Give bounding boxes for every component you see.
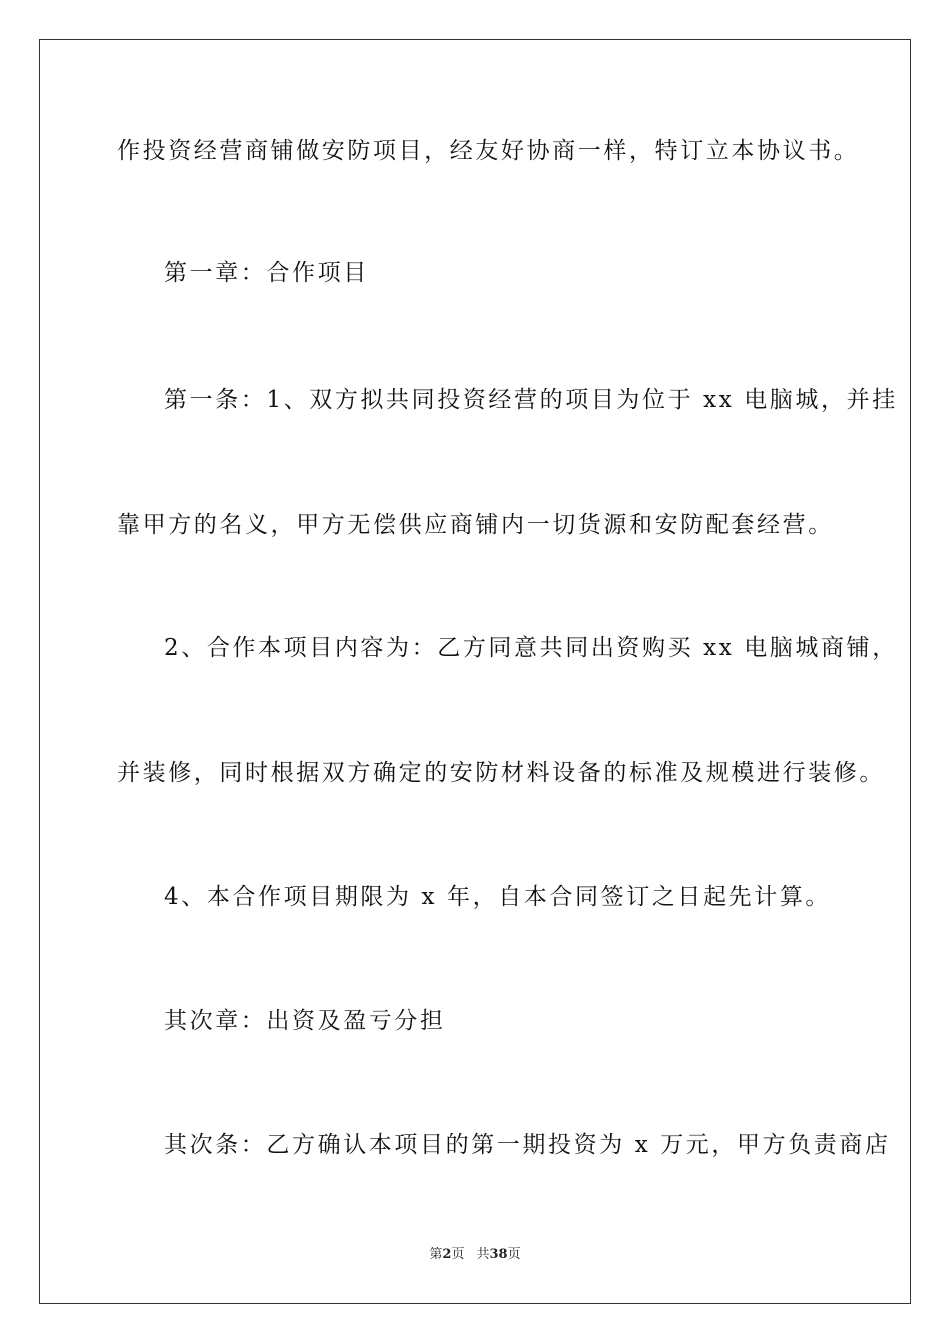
paragraph-line-7: 4、本合作项目期限为 x 年，自本合同签订之日起先计算。 [164,884,832,910]
paragraph-line-6: 并装修，同时根据双方确定的安防材料设备的标准及规模进行装修。 [117,760,885,786]
page-footer [0,1247,950,1263]
footer-total-pages: 38 [489,1247,508,1262]
chapter-heading-2: 其次章：出资及盈亏分担 [164,1008,446,1034]
paragraph-line-1: 作投资经营商铺做安防项目，经友好协商一样，特订立本协议书。 [117,138,860,164]
paragraph-line-3: 第一条：1、双方拟共同投资经营的项目为位于 xx 电脑城，并挂 [164,387,898,413]
page-border [39,39,911,1304]
chapter-heading-1: 第一章：合作项目 [164,260,369,286]
paragraph-line-5: 2、合作本项目内容为：乙方同意共同出资购买 xx 电脑城商铺， [164,635,898,661]
footer-page-suffix: 页 [451,1247,465,1262]
footer-page-number: 2 [442,1247,452,1262]
footer-page-prefix: 第 [429,1247,443,1262]
footer-total-prefix: 共 [476,1247,490,1262]
paragraph-line-9: 其次条：乙方确认本项目的第一期投资为 x 万元，甲方负责商店 [164,1132,891,1158]
footer-total-suffix: 页 [507,1247,521,1262]
paragraph-line-4: 靠甲方的名义，甲方无偿供应商铺内一切货源和安防配套经营。 [117,512,834,538]
